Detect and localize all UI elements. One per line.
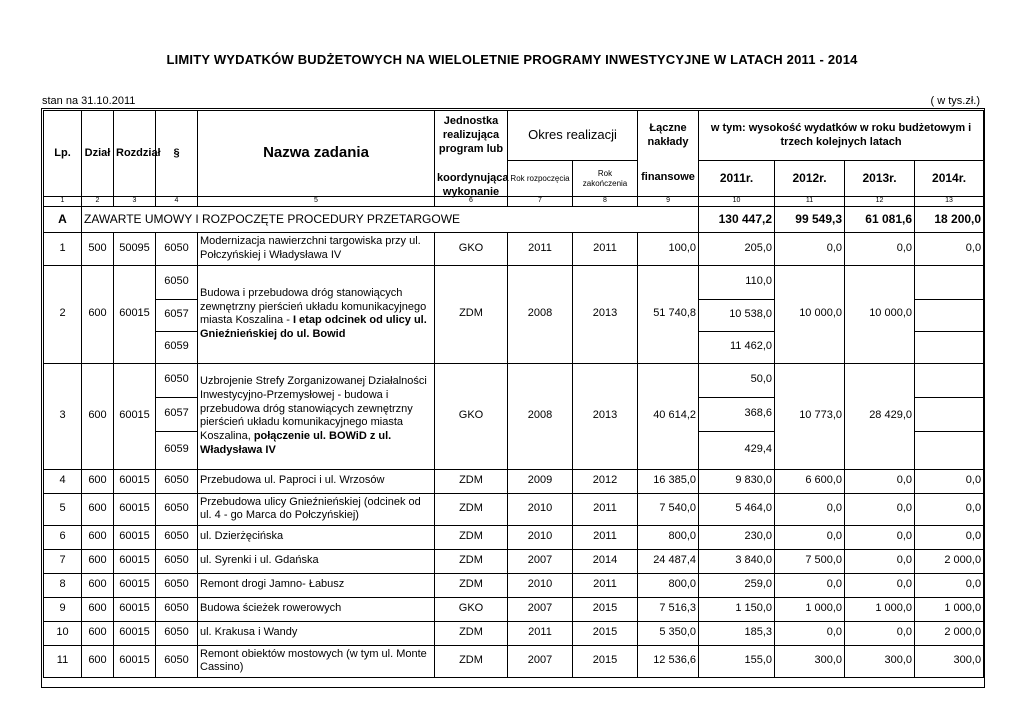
cell-dzial: 600: [82, 573, 114, 597]
cell-2014: [915, 331, 984, 363]
colnum: 13: [915, 197, 984, 207]
cell-paragraf: 6050: [156, 265, 198, 299]
header-row: [44, 111, 984, 161]
cell-dzial: 600: [82, 621, 114, 645]
colnum: 12: [845, 197, 915, 207]
cell-nazwa: ul. Krakusa i Wandy: [198, 621, 435, 645]
cell-laczne: 800,0: [638, 573, 699, 597]
cell-rok-rozpoczecia: 2007: [508, 597, 573, 621]
colnum: 10: [699, 197, 775, 207]
cell-jednostka: ZDM: [435, 493, 508, 525]
section-a-total-2014: 18 200,0: [915, 206, 984, 232]
cell-2014: 0,0: [915, 525, 984, 549]
header-paragraf: §: [156, 111, 198, 197]
cell-2014: 0,0: [915, 469, 984, 493]
cell-paragraf: 6057: [156, 299, 198, 331]
cell-jednostka: GKO: [435, 232, 508, 265]
cell-jednostka: GKO: [435, 363, 508, 469]
cell-2011: 155,0: [699, 645, 775, 677]
cell-rok-rozpoczecia: 2010: [508, 573, 573, 597]
cell-paragraf: 6050: [156, 469, 198, 493]
cell-laczne: 24 487,4: [638, 549, 699, 573]
colnum: 5: [198, 197, 435, 207]
header-rok-rozpoczecia: Rok rozpoczęcia: [508, 161, 573, 197]
cell-2014: 0,0: [915, 573, 984, 597]
cell-2011: 5 464,0: [699, 493, 775, 525]
table-row: [44, 265, 984, 299]
cell-rok-zakonczenia: 2015: [573, 645, 638, 677]
cell-rok-rozpoczecia: 2010: [508, 493, 573, 525]
cell-laczne: 5 350,0: [638, 621, 699, 645]
cell-paragraf: 6050: [156, 645, 198, 677]
table-row: [44, 573, 984, 597]
header-2011: 2011r.: [699, 161, 775, 197]
cell-2012: 10 000,0: [775, 265, 845, 363]
cell-nazwa: Remont drogi Jamno- Łabusz: [198, 573, 435, 597]
cell-rozdzial: 60015: [114, 363, 156, 469]
cell-rok-zakonczenia: 2011: [573, 525, 638, 549]
cell-laczne: 40 614,2: [638, 363, 699, 469]
cell-rozdzial: 60015: [114, 525, 156, 549]
header-2013: 2013r.: [845, 161, 915, 197]
cell-rok-rozpoczecia: 2010: [508, 525, 573, 549]
header-lp: Lp.: [44, 111, 82, 197]
cell-dzial: 600: [82, 363, 114, 469]
cell-paragraf: 6050: [156, 621, 198, 645]
cell-rok-rozpoczecia: 2007: [508, 645, 573, 677]
section-a-label: ZAWARTE UMOWY I ROZPOCZĘTE PROCEDURY PRZETARGOWE: [82, 206, 699, 232]
cell-rozdzial: 60015: [114, 493, 156, 525]
cell-rok-rozpoczecia: 2008: [508, 363, 573, 469]
table-body: [44, 111, 984, 678]
cell-nazwa: Przebudowa ul. Paproci i ul. Wrzosów: [198, 469, 435, 493]
section-a-code: A: [44, 206, 82, 232]
nazwa-plain: Uzbrojenie Strefy Zorganizowanej Działalności Inwestycyjno-Przemysłowej - budowa i przebudowa dróg stanowiących zewnętrzny pierścień układu komunikacyjnego miasta Koszalina,: [200, 375, 427, 442]
cell-nazwa: Modernizacja nawierzchni targowiska przy ul. Połczyńskiej i Władysława IV: [198, 232, 435, 265]
cell-2013: 0,0: [845, 493, 915, 525]
cell-2012: 0,0: [775, 493, 845, 525]
cell-rok-rozpoczecia: 2011: [508, 621, 573, 645]
cell-lp: 4: [44, 469, 82, 493]
cell-2012: 0,0: [775, 621, 845, 645]
status-date: stan na 31.10.2011: [42, 95, 136, 107]
cell-rok-rozpoczecia: 2009: [508, 469, 573, 493]
cell-lp: 5: [44, 493, 82, 525]
cell-2014: 1 000,0: [915, 597, 984, 621]
cell-paragraf: 6050: [156, 493, 198, 525]
cell-2012: 0,0: [775, 525, 845, 549]
colnum: 9: [638, 197, 699, 207]
cell-2013: 300,0: [845, 645, 915, 677]
nazwa-plain: Budowa i przebudowa dróg stanowiących zewnętrzny pierścień układu komunikacyjnego miasta Koszalina -: [200, 286, 427, 327]
cell-paragraf: 6050: [156, 573, 198, 597]
cell-rozdzial: 60015: [114, 621, 156, 645]
cell-2011: 230,0: [699, 525, 775, 549]
header-wtym: w tym: wysokość wydatków w roku budżetowym i trzech kolejnych latach: [699, 111, 984, 161]
unit-note: ( w tys.zł.): [930, 95, 980, 107]
cell-rok-zakonczenia: 2013: [573, 265, 638, 363]
cell-2011: 185,3: [699, 621, 775, 645]
colnum: 7: [508, 197, 573, 207]
cell-2014: 0,0: [915, 493, 984, 525]
cell-2011: 110,0: [699, 265, 775, 299]
table-row: [44, 232, 984, 265]
cell-2013: 0,0: [845, 549, 915, 573]
cell-dzial: 600: [82, 549, 114, 573]
cell-nazwa: [198, 265, 435, 363]
cell-nazwa: [198, 363, 435, 469]
cell-2011: 50,0: [699, 363, 775, 397]
cell-jednostka: ZDM: [435, 265, 508, 363]
section-a-total-2013: 61 081,6: [845, 206, 915, 232]
cell-lp: 3: [44, 363, 82, 469]
cell-2014: [915, 397, 984, 431]
cell-2014: 2 000,0: [915, 549, 984, 573]
cell-2012: 0,0: [775, 232, 845, 265]
cell-2012: 6 600,0: [775, 469, 845, 493]
cell-rok-zakonczenia: 2015: [573, 621, 638, 645]
nazwa-bold: I etap odcinek od ulicy ul. Gnieźnieńskiej do ul. Bowid: [200, 314, 427, 340]
cell-paragraf: 6050: [156, 232, 198, 265]
cell-jednostka: ZDM: [435, 469, 508, 493]
cell-2011: 3 840,0: [699, 549, 775, 573]
cell-dzial: 600: [82, 525, 114, 549]
cell-rozdzial: 60015: [114, 645, 156, 677]
cell-dzial: 600: [82, 469, 114, 493]
table-row: [44, 597, 984, 621]
cell-rozdzial: 60015: [114, 597, 156, 621]
colnum: 8: [573, 197, 638, 207]
colnum: 1: [44, 197, 82, 207]
cell-nazwa: Przebudowa ulicy Gnieźnieńskiej (odcinek od ul. 4 - go Marca do Połczyńskiej): [198, 493, 435, 525]
cell-paragraf: 6059: [156, 431, 198, 469]
cell-rozdzial: 60015: [114, 549, 156, 573]
header-rok-zakonczenia: Rok zakończenia: [573, 161, 638, 197]
cell-lp: 1: [44, 232, 82, 265]
cell-2011: 1 150,0: [699, 597, 775, 621]
cell-2013: 1 000,0: [845, 597, 915, 621]
table-row: [44, 549, 984, 573]
cell-dzial: 600: [82, 645, 114, 677]
header-2014: 2014r.: [915, 161, 984, 197]
cell-jednostka: ZDM: [435, 645, 508, 677]
header-nazwa: Nazwa zadania: [198, 111, 435, 197]
cell-nazwa: Budowa ścieżek rowerowych: [198, 597, 435, 621]
cell-laczne: 100,0: [638, 232, 699, 265]
cell-rok-rozpoczecia: 2011: [508, 232, 573, 265]
cell-2011: 368,6: [699, 397, 775, 431]
cell-2011: 9 830,0: [699, 469, 775, 493]
cell-lp: 10: [44, 621, 82, 645]
table-row: [44, 493, 984, 525]
table-row: [44, 645, 984, 677]
cell-lp: 2: [44, 265, 82, 363]
cell-2011: 10 538,0: [699, 299, 775, 331]
cell-paragraf: 6059: [156, 331, 198, 363]
cell-rok-zakonczenia: 2011: [573, 493, 638, 525]
cell-2013: 28 429,0: [845, 363, 915, 469]
document-title: LIMITY WYDATKÓW BUDŻETOWYCH NA WIELOLETNIE PROGRAMY INWESTYCYJNE W LATACH 2011 - 2014: [166, 52, 858, 67]
cell-dzial: 500: [82, 232, 114, 265]
cell-2011: 11 462,0: [699, 331, 775, 363]
cell-laczne: 800,0: [638, 525, 699, 549]
cell-2011: 205,0: [699, 232, 775, 265]
cell-laczne: 16 385,0: [638, 469, 699, 493]
table-row: [44, 621, 984, 645]
cell-rok-rozpoczecia: 2008: [508, 265, 573, 363]
cell-2014: [915, 299, 984, 331]
cell-rozdzial: 50095: [114, 232, 156, 265]
cell-nazwa: ul. Syrenki i ul. Gdańska: [198, 549, 435, 573]
section-a-row: [44, 206, 984, 232]
cell-2014: [915, 431, 984, 469]
header-finansowe: finansowe: [638, 161, 699, 197]
cell-2012: 1 000,0: [775, 597, 845, 621]
cell-lp: 8: [44, 573, 82, 597]
cell-nazwa: Remont obiektów mostowych (w tym ul. Monte Cassino): [198, 645, 435, 677]
cell-rok-zakonczenia: 2012: [573, 469, 638, 493]
cell-2012: 10 773,0: [775, 363, 845, 469]
colnum: 4: [156, 197, 198, 207]
cell-rok-zakonczenia: 2011: [573, 573, 638, 597]
cell-2012: 7 500,0: [775, 549, 845, 573]
cell-dzial: 600: [82, 265, 114, 363]
cell-jednostka: GKO: [435, 597, 508, 621]
colnum: 11: [775, 197, 845, 207]
table-row: [44, 525, 984, 549]
header-jednostka-sub: [435, 161, 508, 197]
cell-dzial: 600: [82, 493, 114, 525]
cell-jednostka: ZDM: [435, 573, 508, 597]
header-dzial: Dział: [82, 111, 114, 197]
header-rozdzial: Rozdział: [114, 111, 156, 197]
cell-lp: 11: [44, 645, 82, 677]
cell-rok-rozpoczecia: 2007: [508, 549, 573, 573]
cell-paragraf: 6050: [156, 363, 198, 397]
budget-table: [43, 110, 984, 678]
section-a-total-2011: 130 447,2: [699, 206, 775, 232]
cell-laczne: 7 540,0: [638, 493, 699, 525]
cell-2013: 10 000,0: [845, 265, 915, 363]
cell-rok-zakonczenia: 2015: [573, 597, 638, 621]
header-jednostka: Jednostka realizująca program lub: [435, 111, 508, 161]
cell-paragraf: 6050: [156, 549, 198, 573]
cell-2013: 0,0: [845, 525, 915, 549]
cell-dzial: 600: [82, 597, 114, 621]
colnum: 3: [114, 197, 156, 207]
cell-lp: 9: [44, 597, 82, 621]
column-number-row: [44, 197, 984, 207]
cell-2011: 429,4: [699, 431, 775, 469]
header-jednostka-sub-text: koordynująca wykonanie: [437, 172, 509, 199]
nazwa-bold: połączenie ul. BOWiD z ul. Władysława IV: [200, 430, 392, 456]
header-2012: 2012r.: [775, 161, 845, 197]
cell-rozdzial: 60015: [114, 265, 156, 363]
cell-2014: [915, 363, 984, 397]
cell-lp: 7: [44, 549, 82, 573]
header-okres: Okres realizacji: [508, 111, 638, 161]
cell-rozdzial: 60015: [114, 573, 156, 597]
cell-2013: 0,0: [845, 469, 915, 493]
colnum: 6: [435, 197, 508, 207]
cell-jednostka: ZDM: [435, 525, 508, 549]
cell-laczne: 7 516,3: [638, 597, 699, 621]
cell-rozdzial: 60015: [114, 469, 156, 493]
cell-2013: 0,0: [845, 621, 915, 645]
cell-rok-zakonczenia: 2011: [573, 232, 638, 265]
colnum: 2: [82, 197, 114, 207]
cell-jednostka: ZDM: [435, 549, 508, 573]
cell-2011: 259,0: [699, 573, 775, 597]
cell-rok-zakonczenia: 2014: [573, 549, 638, 573]
table-row: [44, 469, 984, 493]
cell-2014: [915, 265, 984, 299]
header-laczne: Łączne nakłady: [638, 111, 699, 161]
cell-2012: 0,0: [775, 573, 845, 597]
cell-paragraf: 6050: [156, 525, 198, 549]
cell-laczne: 12 536,6: [638, 645, 699, 677]
cell-nazwa: ul. Dzierżęcińska: [198, 525, 435, 549]
section-a-total-2012: 99 549,3: [775, 206, 845, 232]
cell-rok-zakonczenia: 2013: [573, 363, 638, 469]
cell-lp: 6: [44, 525, 82, 549]
cell-2014: 2 000,0: [915, 621, 984, 645]
cell-2014: 0,0: [915, 232, 984, 265]
cell-paragraf: 6050: [156, 597, 198, 621]
cell-2013: 0,0: [845, 573, 915, 597]
cell-2014: 300,0: [915, 645, 984, 677]
cell-jednostka: ZDM: [435, 621, 508, 645]
cell-paragraf: 6057: [156, 397, 198, 431]
table-row: [44, 363, 984, 397]
cell-2012: 300,0: [775, 645, 845, 677]
cell-2013: 0,0: [845, 232, 915, 265]
cell-laczne: 51 740,8: [638, 265, 699, 363]
